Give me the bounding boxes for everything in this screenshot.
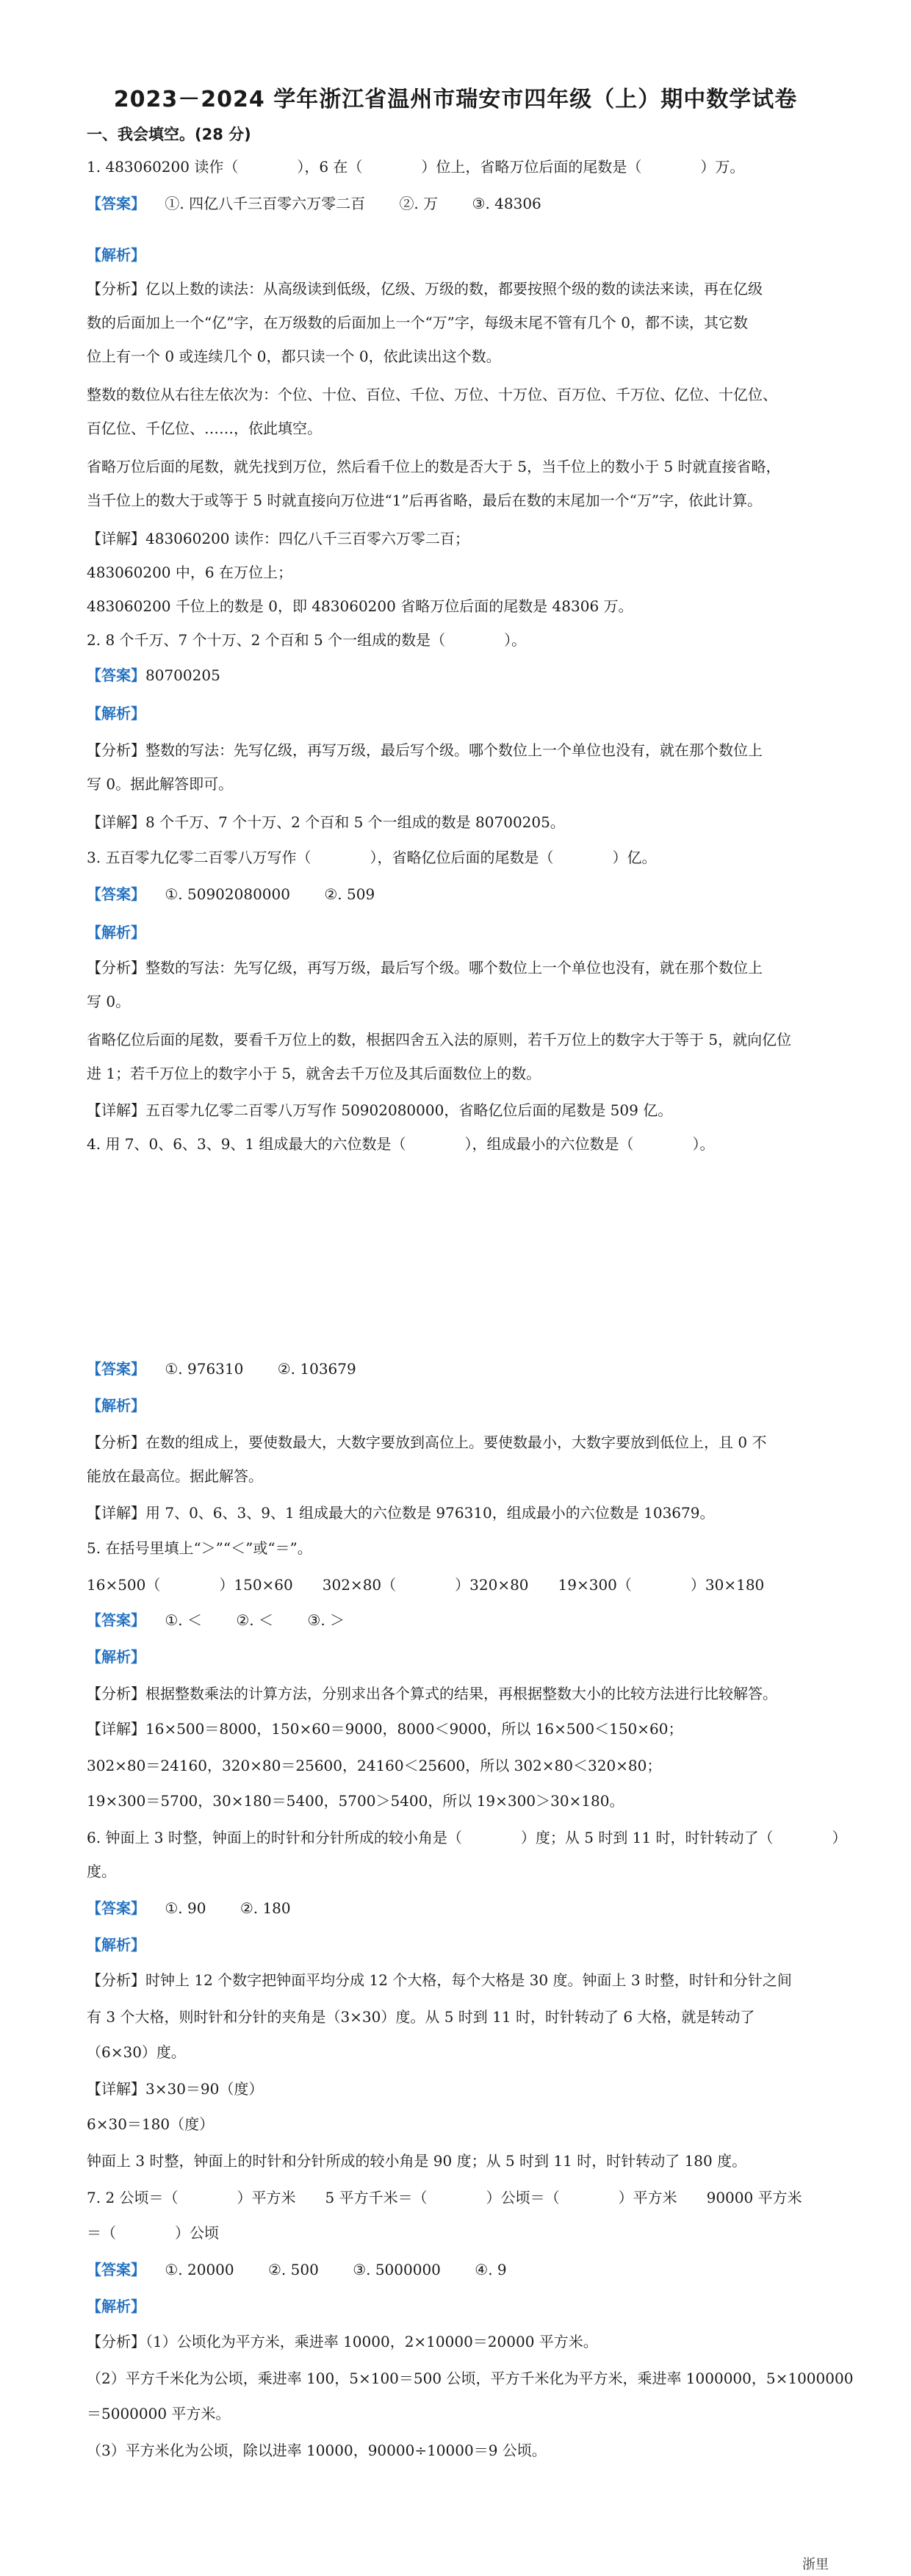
question-4: 4. 用 7、0、6、3、9、1 组成最大的六位数是（ ），组成最小的六位数是（ ）。 bbox=[87, 1135, 715, 1153]
analysis-text: （6×30）度。 bbox=[87, 2043, 186, 2061]
analysis-text: 【分析】整数的写法：先写亿级，再写万级，最后写个级。哪个数位上一个单位也没有，就在那个数位上 bbox=[87, 741, 763, 759]
analysis-text: 百亿位、千亿位、……，依此填空。 bbox=[87, 420, 322, 437]
analysis-text: 【分析】亿以上数的读法：从高级读到低级，亿级、万级的数，都要按照个级的数的读法来读，再在亿级 bbox=[87, 280, 763, 298]
answer-value: ③. 48306 bbox=[472, 195, 541, 212]
question-6-cont: 度。 bbox=[87, 1863, 116, 1880]
analysis-label: 【解析】 bbox=[87, 924, 145, 941]
question-5: 5. 在括号里填上“＞”“＜”或“＝”。 bbox=[87, 1539, 312, 1557]
question-6: 6. 钟面上 3 时整，钟面上的时针和分针所成的较小角是（ ）度；从 5 时到 11 时，时针转动了（ ） bbox=[87, 1829, 847, 1846]
analysis-label: 【解析】 bbox=[87, 705, 145, 722]
answer-row-2: 【答案】80700205 bbox=[87, 666, 220, 684]
page-footer: 浙里 bbox=[802, 2557, 829, 2572]
question-1: 1. 483060200 读作（ ），6 在（ ）位上，省略万位后面的尾数是（ ）万。 bbox=[87, 158, 745, 176]
detail-text: 【详解】483060200 读作：四亿八千三百零六万零二百； bbox=[87, 530, 469, 547]
analysis-text: 【分析】在数的组成上，要使数最大，大数字要放到高位上。要使数最小，大数字要放到低位上，且 0 不 bbox=[87, 1433, 767, 1451]
question-7: 7. 2 公顷＝（ ）平方米 5 平方千米＝（ ）公顷＝（ ）平方米 90000 平方米 bbox=[87, 2189, 802, 2206]
question-7-cont: ＝（ ）公顷 bbox=[87, 2224, 219, 2242]
analysis-text: ＝5000000 平方米。 bbox=[87, 2405, 231, 2422]
analysis-text: （2）平方千米化为公顷，乘进率 100，5×100＝500 公顷，平方千米化为平方米，乘进率 1000000，5×1000000 bbox=[87, 2370, 854, 2387]
analysis-text: 【分析】根据整数乘法的计算方法，分别求出各个算式的结果，再根据整数大小的比较方法进行比较解答。 bbox=[87, 1685, 777, 1702]
analysis-text: 进 1；若千万位上的数字小于 5，就舍去千万位及其后面数位上的数。 bbox=[87, 1065, 541, 1082]
analysis-label: 【解析】 bbox=[87, 1936, 145, 1954]
answer-row-4: 【答案】 ①. 976310 ②. 103679 bbox=[87, 1360, 356, 1378]
detail-text: 302×80＝24160，320×80＝25600，24160＜25600，所以 302×80＜320×80； bbox=[87, 1757, 662, 1774]
detail-text: 【详解】16×500＝8000，150×60＝9000，8000＜9000，所以 16×500＜150×60； bbox=[87, 1720, 683, 1738]
answer-label: 【答案】 bbox=[87, 195, 145, 212]
analysis-text: 省略万位后面的尾数，就先找到万位，然后看千位上的数是否大于 5，当千位上的数小于 5 时就直接省略， bbox=[87, 458, 781, 475]
detail-text: 【详解】用 7、0、6、3、9、1 组成最大的六位数是 976310，组成最小的六位数是 103679。 bbox=[87, 1504, 715, 1522]
analysis-text: 整数的数位从右往左依次为：个位、十位、百位、千位、万位、十万位、百万位、千万位、亿位、十亿位、 bbox=[87, 386, 777, 403]
analysis-text: 位上有一个 0 或连续几个 0，都只读一个 0，依此读出这个数。 bbox=[87, 348, 501, 365]
answer-value: ①. 四亿八千三百零六万零二百 bbox=[165, 195, 366, 212]
analysis-text: 能放在最高位。据此解答。 bbox=[87, 1467, 263, 1485]
detail-text: 6×30＝180（度） bbox=[87, 2115, 215, 2133]
answer-row-1 bbox=[87, 193, 851, 215]
analysis-text: 【分析】整数的写法：先写亿级，再写万级，最后写个级。哪个数位上一个单位也没有，就在那个数位上 bbox=[87, 959, 763, 976]
detail-text: 483060200 千位上的数是 0，即 483060200 省略万位后面的尾数是 48306 万。 bbox=[87, 597, 633, 615]
analysis-text: 【分析】时钟上 12 个数字把钟面平均分成 12 个大格，每个大格是 30 度。钟面上 3 时整，时针和分针之间 bbox=[87, 1971, 792, 1989]
detail-text: 19×300＝5700，30×180＝5400，5700＞5400，所以 19×300＞30×180。 bbox=[87, 1792, 624, 1810]
detail-text: 钟面上 3 时整，钟面上的时针和分针所成的较小角是 90 度；从 5 时到 11 时，时针转动了 180 度。 bbox=[87, 2152, 747, 2170]
answer-value: ②. 万 bbox=[399, 195, 439, 212]
question-3: 3. 五百零九亿零二百零八万写作（ ），省略亿位后面的尾数是（ ）亿。 bbox=[87, 849, 657, 866]
section-heading: 一、我会填空。(28 分) bbox=[87, 126, 251, 143]
analysis-text: 数的后面加上一个“亿”字，在万级数的后面加上一个“万”字，每级末尾不管有几个 0，都不读，其它数 bbox=[87, 314, 748, 331]
analysis-text: 省略亿位后面的尾数，要看千万位上的数，根据四舍五入法的原则，若千万位上的数字大于等于 5，就向亿位 bbox=[87, 1031, 792, 1048]
analysis-text: 写 0。 bbox=[87, 993, 131, 1010]
analysis-label: 【解析】 bbox=[87, 1397, 145, 1414]
detail-text: 【详解】3×30＝90（度） bbox=[87, 2080, 264, 2098]
answer-row-7: 【答案】 ①. 20000 ②. 500 ③. 5000000 ④. 9 bbox=[87, 2261, 507, 2278]
detail-text: 【详解】8 个千万、7 个十万、2 个百和 5 个一组成的数是 80700205。 bbox=[87, 813, 565, 831]
analysis-label: 【解析】 bbox=[87, 1648, 145, 1666]
answer-row-5: 【答案】 ①. ＜ ②. ＜ ③. ＞ bbox=[87, 1611, 345, 1629]
analysis-text: 写 0。据此解答即可。 bbox=[87, 775, 234, 793]
question-5-row: 16×500（ ）150×60 302×80（ ）320×80 19×300（ ）30×180 bbox=[87, 1576, 765, 1594]
analysis-text: 【分析】（1）公顷化为平方米，乘进率 10000，2×10000＝20000 平方米。 bbox=[87, 2333, 598, 2350]
analysis-label: 【解析】 bbox=[87, 246, 145, 264]
detail-text: 【详解】五百零九亿零二百零八万写作 50902080000，省略亿位后面的尾数是 509 亿。 bbox=[87, 1101, 673, 1119]
page-title: 2023－2024 学年浙江省温州市瑞安市四年级（上）期中数学试卷 bbox=[113, 87, 798, 112]
detail-text: 483060200 中，6 在万位上； bbox=[87, 564, 292, 581]
analysis-text: （3）平方米化为公顷，除以进率 10000，90000÷10000＝9 公顷。 bbox=[87, 2442, 547, 2459]
analysis-text: 有 3 个大格，则时针和分针的夹角是（3×30）度。从 5 时到 11 时，时针转动了 6 大格，就是转动了 bbox=[87, 2008, 755, 2026]
question-2: 2. 8 个千万、7 个十万、2 个百和 5 个一组成的数是（ ）。 bbox=[87, 631, 527, 649]
analysis-label: 【解析】 bbox=[87, 2298, 145, 2315]
answer-row-3: 【答案】 ①. 50902080000 ②. 509 bbox=[87, 885, 375, 903]
answer-row-6: 【答案】 ①. 90 ②. 180 bbox=[87, 1899, 291, 1917]
analysis-text: 当千位上的数大于或等于 5 时就直接向万位进“1”后再省略，最后在数的末尾加一个“万”字，依此计算。 bbox=[87, 492, 763, 509]
